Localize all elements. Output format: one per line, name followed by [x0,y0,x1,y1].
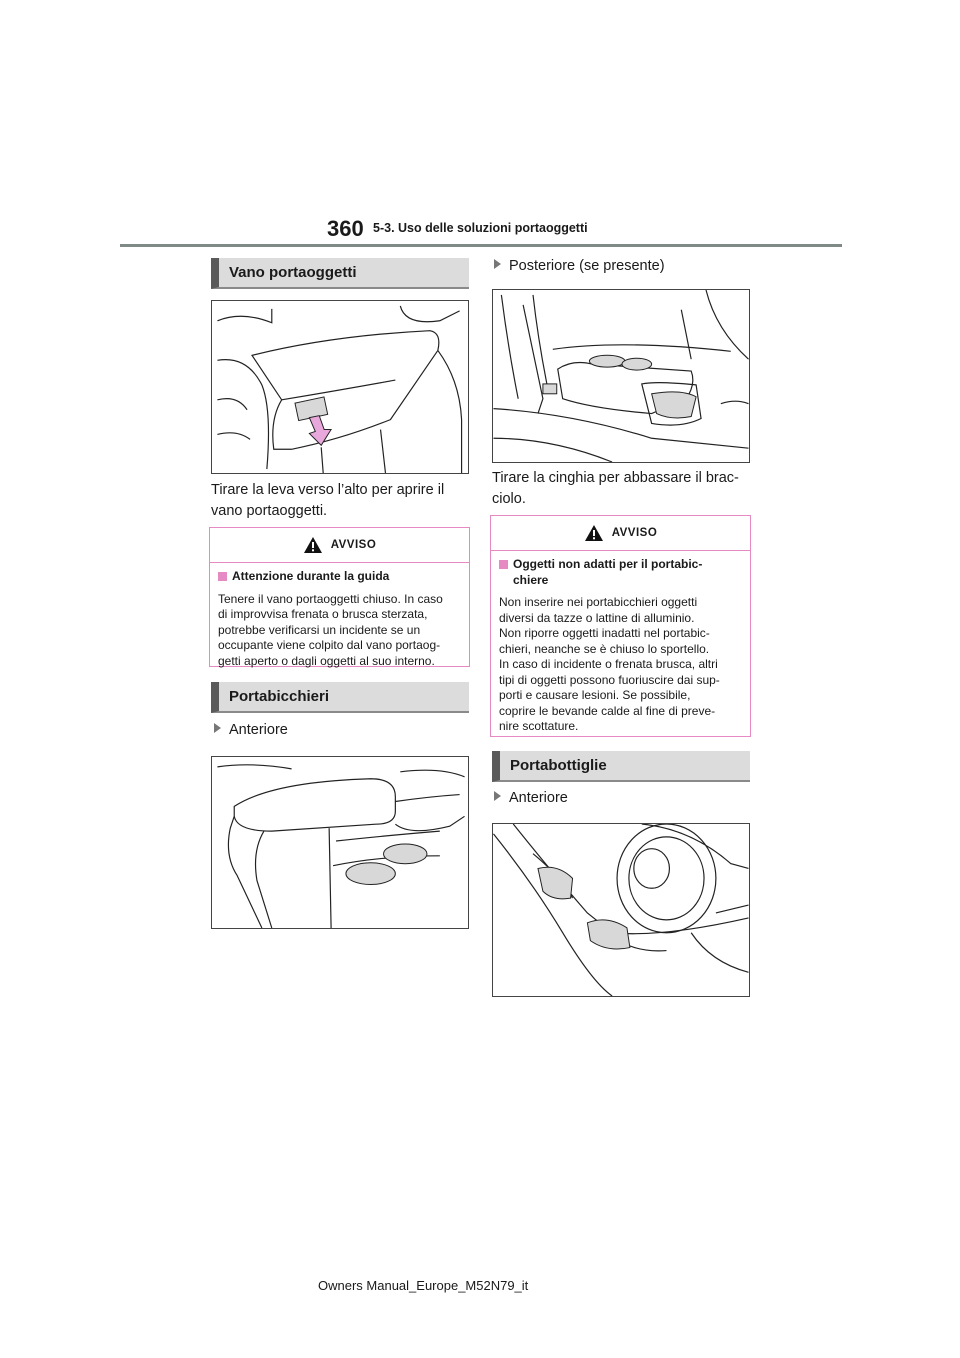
triangle-bullet-icon [214,723,221,733]
glovebox-caption [211,480,471,522]
bullet-front-cupholder [214,720,288,740]
rear-cupholder-drawing [493,290,749,462]
warning-line: Non inserire nei portabicchieri oggetti [499,595,698,609]
bullet-rear-cupholder [494,256,665,276]
warning-line: nire scottature. [499,719,579,733]
warning-line: Tenere il vano portaoggetti chiuso. In caso [218,591,443,606]
bottle-holder-illustration [492,823,750,997]
front-cupholder-illustration [211,756,469,929]
warning-subtitle-line-2: chiere [513,572,549,587]
glovebox-drawing [212,301,468,473]
warning-header [210,528,469,563]
glovebox-illustration [211,300,469,474]
warning-subtitle-text: Attenzione durante la guida [232,569,390,583]
warning-body [210,563,469,675]
section-heading-glovebox: Vano portaoggetti [211,258,469,289]
bullet-front-bottle-holder [494,788,568,808]
chapter-title: 5-3. Uso delle soluzioni portaoggetti [373,221,588,235]
warning-line: chieri, neanche se è chiuso lo sportello. [499,641,710,656]
triangle-bullet-icon [494,259,501,269]
warning-subtitle-text [513,557,702,588]
glovebox-caption-line-2: vano portaoggetti. [211,503,328,519]
rear-cupholder-caption [492,468,754,510]
warning-box-driving [209,527,470,667]
triangle-bullet-icon [494,791,501,801]
warning-box-cupholder [490,515,751,737]
warning-line: Non riporre oggetti inadatti nel portabic- [499,626,710,640]
warning-title: AVVISO [611,527,658,539]
bullet-label: Posteriore (se presente) [509,258,665,274]
warning-triangle-icon [303,536,323,554]
warning-line: porti e causare lesioni. Se possibile, [499,688,691,702]
pink-square-icon [218,572,227,581]
rear-caption-line-2: ciolo. [492,491,526,507]
pink-square-icon [499,560,508,569]
header-rule [120,244,842,247]
warning-line: tipi di oggetti possono fuoriuscire dai sup- [499,672,720,687]
warning-line: di improvvisa frenata o brusca sterzata, [218,607,428,621]
warning-header [491,516,750,551]
rear-cupholder-illustration [492,289,750,463]
rear-caption-line-1: Tirare la cinghia per abbassare il brac- [492,470,739,486]
bullet-label: Anteriore [509,790,568,806]
warning-triangle-icon [584,524,604,542]
warning-line: coprire le bevande calde al fine di preve- [499,703,716,718]
bullet-label: Anteriore [229,722,288,738]
warning-subtitle [218,569,459,585]
warning-line: diversi da tazze o lattine di alluminio. [499,610,695,625]
bottle-holder-drawing [493,824,749,996]
warning-line: In caso di incidente o frenata brusca, altri [499,657,718,671]
warning-line: occupante viene colpito dal vano portaog- [218,638,441,652]
warning-line: potrebbe verificarsi un incidente se un [218,622,421,637]
section-heading-bottle-holder: Portabottiglie [492,751,750,782]
warning-line: getti aperto o dagli oggetti al suo interno. [218,653,435,668]
warning-body [491,551,750,741]
warning-subtitle-line-1: Oggetti non adatti per il portabic- [513,557,703,571]
warning-subtitle [499,557,740,588]
section-heading-cupholder: Portabicchieri [211,682,469,713]
glovebox-caption-line-1: Tirare la leva verso l’alto per aprire il [211,482,445,498]
footer-document-id: Owners Manual_Europe_M52N79_it [318,1278,529,1293]
warning-title: AVVISO [330,539,377,551]
front-cupholder-drawing [212,757,468,928]
page-number: 360 [327,216,364,241]
